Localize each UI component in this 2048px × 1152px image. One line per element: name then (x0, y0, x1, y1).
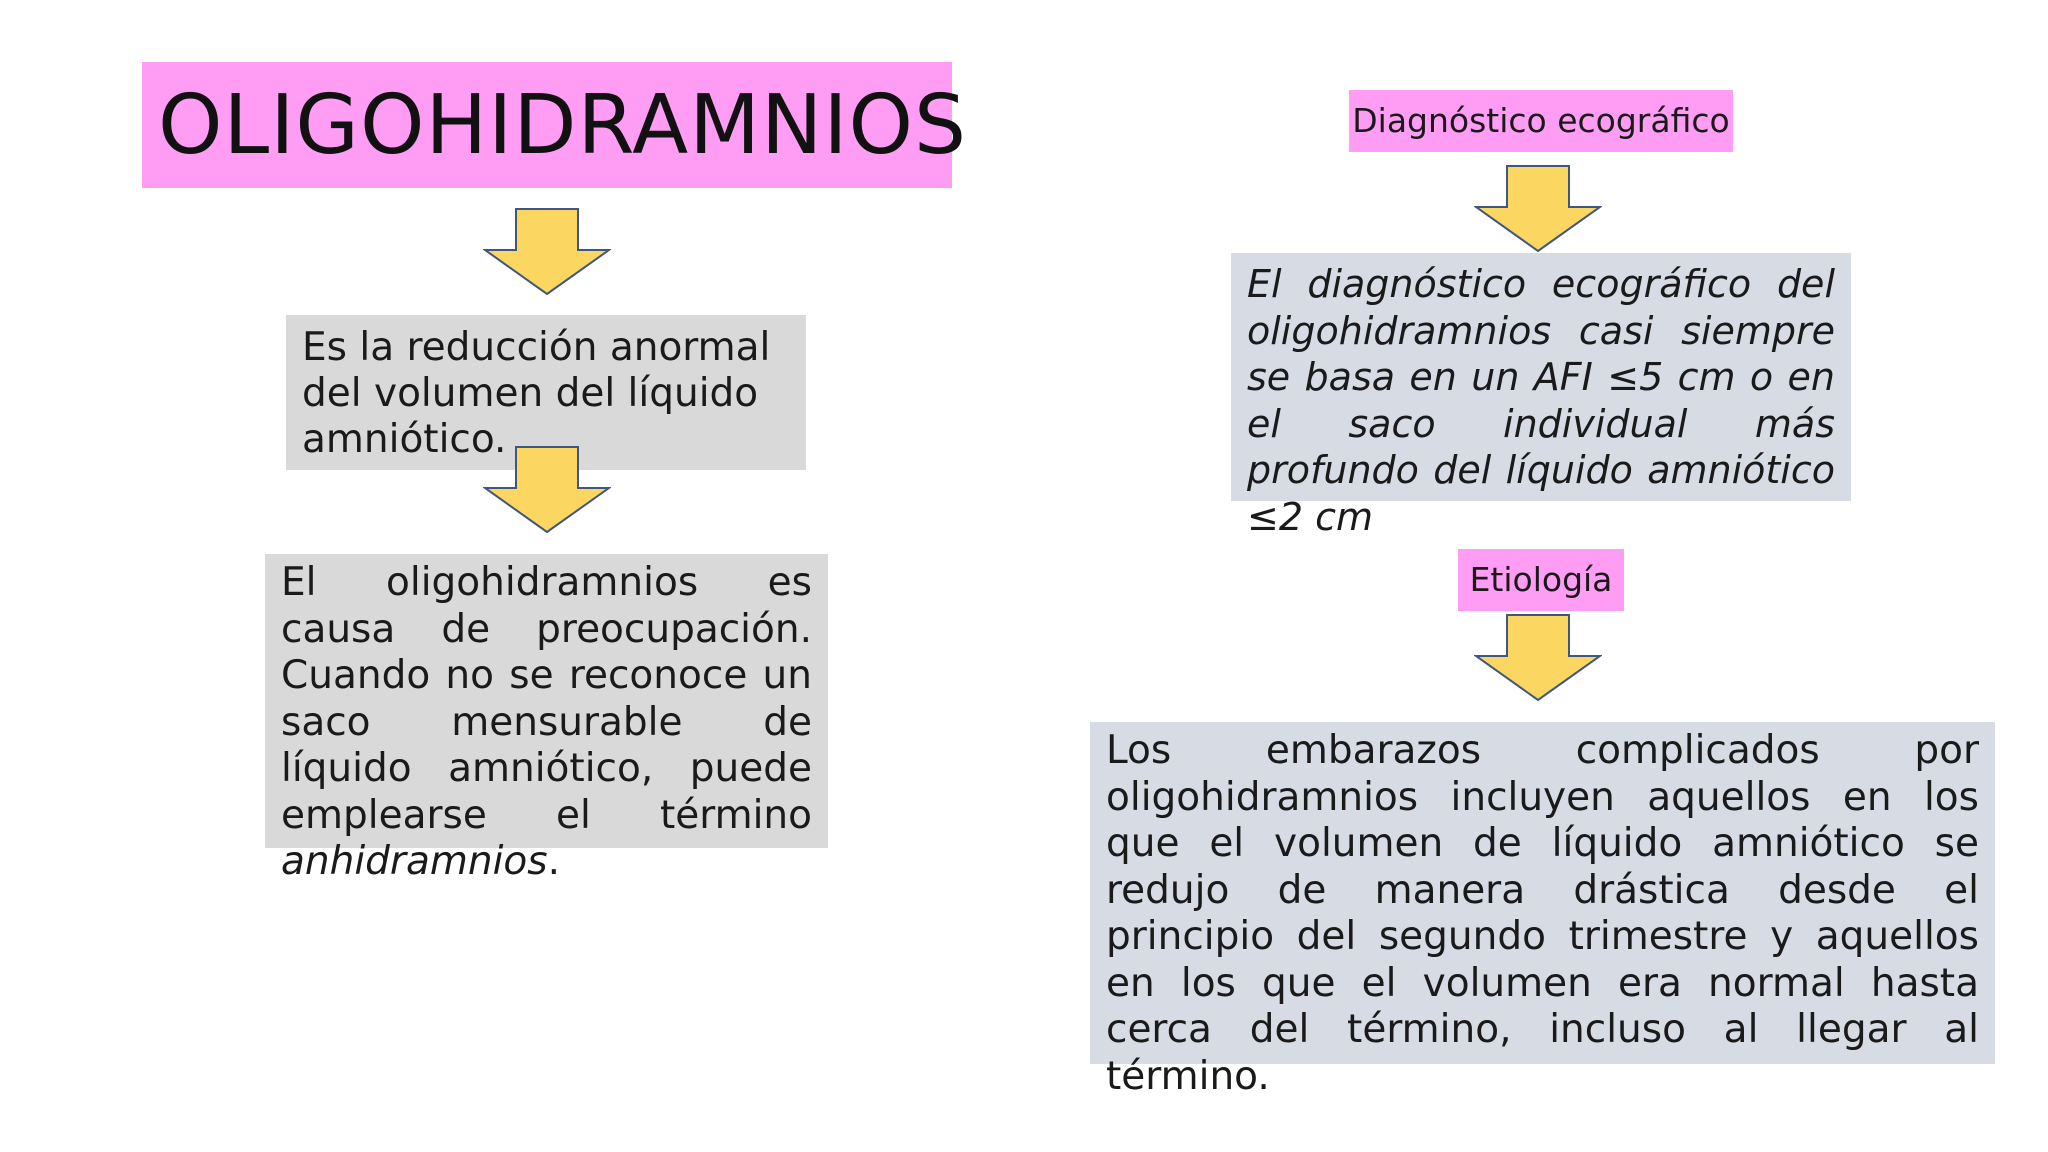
down-arrow-icon (1474, 165, 1602, 253)
concern-text-main: El oligohidramnios es causa de preocupación. Cuando no se reconoce un saco mensurable de líquido amniótico, puede emplearse el término (281, 560, 812, 838)
etiology-label-box (1458, 549, 1624, 611)
etiology-text: Los embarazos complicados por oligohidramnios incluyen aquellos en los que el volumen de líquido amniótico se redujo de manera drástica desde el principio del segundo trimestre y aquellos en los que el volumen era normal hasta cerca del término, incluso al llegar al término. (1106, 728, 1979, 1099)
diagnosis-box (1231, 253, 1851, 539)
concern-text-end: . (547, 839, 560, 884)
down-arrow-icon (1474, 614, 1602, 702)
anhidramnios-term: anhidramnios (281, 839, 548, 884)
concern-text (281, 560, 812, 884)
down-arrow-icon (483, 446, 611, 534)
down-arrow-icon (483, 208, 611, 296)
etiology-box (1090, 722, 1995, 1099)
page-title: OLIGOHIDRAMNIOS (158, 78, 968, 173)
concern-box (265, 554, 828, 884)
title-box (142, 62, 968, 188)
diagnosis-text: El diagnóstico ecográfico del oligohidramnios casi siempre se basa en un AFI ≤5 cm o en el saco individual más profundo del líquido amniótico ≤2 cm (1247, 262, 1835, 539)
definition-text: Es la reducción anormal del volumen del líquido amniótico. (302, 325, 771, 462)
etiology-label: Etiología (1469, 560, 1613, 599)
diagnosis-label-box (1349, 90, 1733, 152)
diagnosis-label: Diagnóstico ecográfico (1352, 101, 1730, 140)
